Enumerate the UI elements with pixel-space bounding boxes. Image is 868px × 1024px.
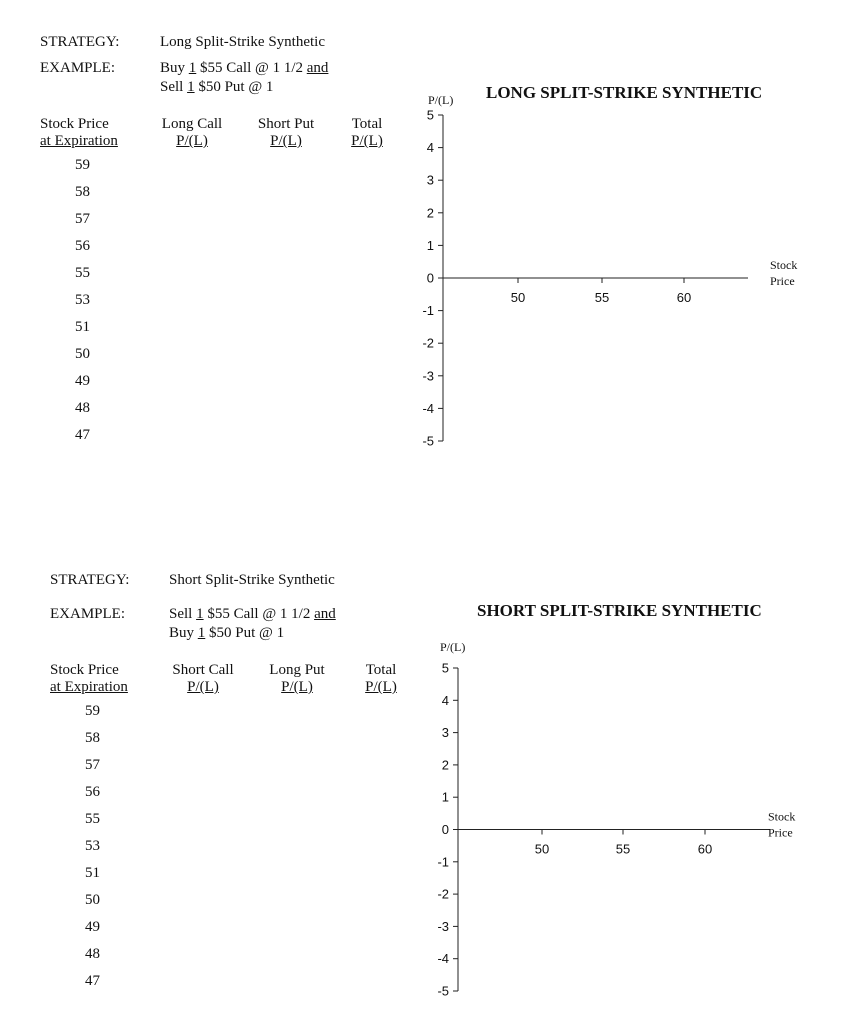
x-axis-label-line2: Price — [770, 274, 795, 288]
col-long-put: Long Put P/(L) — [269, 662, 325, 695]
x-axis-label-line1: Stock — [768, 809, 796, 824]
stock-price-row: 55 — [85, 811, 100, 827]
x-tick-label: 55 — [615, 841, 631, 857]
example-line-1: Sell 1 $55 Call @ 1 1/2 and — [169, 606, 336, 622]
y-tick-label: 2 — [426, 205, 434, 221]
y-tick-label: -4 — [422, 400, 434, 416]
stock-price-row: 48 — [75, 400, 90, 416]
y-tick-label: -2 — [437, 886, 449, 902]
x-tick-label: 60 — [676, 290, 692, 305]
stock-price-row: 51 — [75, 319, 90, 335]
example-label: EXAMPLE: — [40, 60, 115, 76]
x-tick-label: 50 — [510, 290, 526, 305]
y-axis-label: P/(L) — [440, 640, 466, 654]
stock-price-row: 53 — [75, 292, 90, 308]
y-tick-label: 2 — [441, 757, 449, 773]
stock-price-row: 47 — [85, 973, 100, 989]
col-total: Total P/(L) — [351, 116, 383, 149]
stock-price-row: 48 — [85, 946, 100, 962]
pl-chart-long — [418, 90, 818, 450]
strategy-value: Short Split-Strike Synthetic — [169, 572, 335, 588]
stock-price-row: 56 — [85, 784, 100, 800]
strategy-label: STRATEGY: — [50, 572, 130, 588]
y-tick-label: -1 — [422, 303, 434, 319]
stock-price-row: 58 — [85, 730, 100, 746]
x-axis-label-line2: Price — [768, 825, 793, 840]
stock-price-row: 57 — [85, 757, 100, 773]
col-short-call: Short Call P/(L) — [172, 662, 234, 695]
stock-price-row: 56 — [75, 238, 90, 254]
y-tick-label: -5 — [422, 433, 434, 449]
y-tick-label: -2 — [422, 335, 434, 351]
col-total: Total P/(L) — [365, 662, 397, 695]
stock-price-row: 57 — [75, 211, 90, 227]
col-long-call: Long Call P/(L) — [161, 116, 223, 149]
stock-price-row: 49 — [85, 919, 100, 935]
example-line-2: Buy 1 $50 Put @ 1 — [169, 625, 285, 641]
y-tick-label: 3 — [426, 172, 434, 188]
y-tick-label: 3 — [441, 725, 449, 741]
stock-price-row: 55 — [75, 265, 90, 281]
stock-price-row: 50 — [75, 346, 90, 362]
x-axis-label-line1: Stock — [770, 258, 798, 272]
strategy-value: Long Split-Strike Synthetic — [160, 34, 325, 50]
stock-price-row: 51 — [85, 865, 100, 881]
stock-price-row: 59 — [85, 703, 100, 719]
stock-price-row: 49 — [75, 373, 90, 389]
stock-price-row: 50 — [85, 892, 100, 908]
pl-chart-short — [418, 635, 818, 1000]
y-tick-label: 5 — [426, 107, 434, 123]
y-tick-label: -4 — [437, 951, 449, 967]
x-tick-label: 60 — [697, 841, 713, 857]
y-tick-label: 4 — [441, 692, 449, 708]
chart-title: SHORT SPLIT-STRIKE SYNTHETIC — [477, 601, 762, 620]
y-tick-label: -1 — [437, 854, 449, 870]
x-tick-label: 55 — [594, 290, 610, 305]
col-stock-price: Stock Price at Expiration — [40, 116, 118, 149]
stock-price-row: 58 — [75, 184, 90, 200]
y-tick-label: 1 — [441, 789, 449, 805]
y-tick-label: -5 — [437, 983, 449, 999]
y-tick-label: 0 — [441, 822, 449, 837]
y-axis-label: P/(L) — [428, 93, 454, 107]
strategy-label: STRATEGY: — [40, 34, 120, 50]
y-tick-label: 4 — [426, 140, 434, 156]
chart-title: LONG SPLIT-STRIKE SYNTHETIC — [486, 83, 763, 102]
stock-price-row: 59 — [75, 157, 90, 173]
y-tick-label: -3 — [437, 918, 449, 934]
example-line-2: Sell 1 $50 Put @ 1 — [160, 79, 274, 95]
y-tick-label: 0 — [426, 270, 434, 286]
y-tick-label: 5 — [441, 660, 449, 676]
col-short-put: Short Put P/(L) — [257, 116, 315, 149]
example-line-1: Buy 1 $55 Call @ 1 1/2 and — [160, 60, 329, 76]
y-tick-label: 1 — [426, 237, 434, 253]
x-tick-label: 50 — [534, 841, 550, 857]
stock-price-row: 53 — [85, 838, 100, 854]
example-label: EXAMPLE: — [50, 606, 125, 622]
stock-price-row: 47 — [75, 427, 90, 443]
col-stock-price: Stock Price at Expiration — [50, 662, 128, 695]
y-tick-label: -3 — [422, 368, 434, 384]
